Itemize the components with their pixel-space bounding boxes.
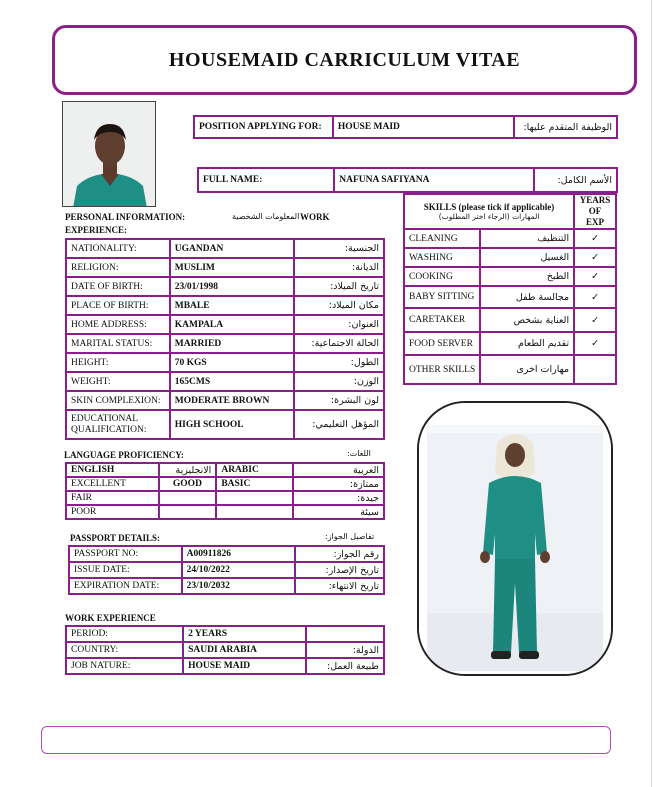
skill-row xyxy=(404,229,616,248)
lang-arabic-level: BASIC xyxy=(216,477,293,491)
personal-row-value: 23/01/1998 xyxy=(170,277,294,296)
lang-level-ar: ممتازة: xyxy=(293,477,384,491)
skill-label: CARETAKER xyxy=(404,308,480,332)
lang-english-ar: الانجليزية xyxy=(159,463,217,477)
personal-row-label-ar: مكان الميلاد: xyxy=(294,296,384,315)
full-body-illustration xyxy=(419,403,611,674)
passport-label-ar: تاريخ الانتهاء: xyxy=(295,578,384,594)
page-title: HOUSEMAID CARRICULUM VITAE xyxy=(168,48,521,71)
personal-row-label: EDUCATIONAL QUALIFICATION: xyxy=(66,410,170,439)
passport-photo-illustration xyxy=(63,102,156,207)
passport-label: ISSUE DATE: xyxy=(69,562,182,578)
work-label-ar: الدولة: xyxy=(306,642,384,658)
language-heading-ar: اللغات: xyxy=(347,449,371,458)
personal-row-value: MODERATE BROWN xyxy=(170,391,294,410)
work-row xyxy=(66,626,384,642)
lang-level-ar: جيدة: xyxy=(293,491,384,505)
skill-tick xyxy=(574,355,616,384)
personal-row-label-ar: الوزن: xyxy=(294,372,384,391)
position-value: HOUSE MAID xyxy=(333,116,514,138)
personal-row xyxy=(66,296,384,315)
skill-label: OTHER SKILLS xyxy=(404,355,480,384)
personal-row xyxy=(66,391,384,410)
passport-row xyxy=(69,562,384,578)
lang-english-level: GOOD xyxy=(159,477,217,491)
work-value: 2 YEARS xyxy=(183,626,306,642)
personal-row-label: NATIONALITY: xyxy=(66,239,170,258)
personal-row-label-ar: الجنسية: xyxy=(294,239,384,258)
personal-row xyxy=(66,334,384,353)
skill-label-ar: الطبخ xyxy=(480,267,574,286)
passport-label-ar: تاريخ الإصدار: xyxy=(295,562,384,578)
footer-bar xyxy=(41,726,611,754)
personal-row-label: SKIN COMPLEXION: xyxy=(66,391,170,410)
personal-table xyxy=(65,238,385,440)
page-edge xyxy=(651,0,652,787)
fullname-label-ar: الأسم الكامل: xyxy=(534,168,617,192)
skill-row xyxy=(404,248,616,267)
skill-tick: ✓ xyxy=(574,332,616,355)
personal-row-value: MUSLIM xyxy=(170,258,294,277)
lang-level: EXCELLENT xyxy=(66,477,159,491)
work-label: COUNTRY: xyxy=(66,642,183,658)
personal-heading-line2: EXPERIENCE: xyxy=(65,225,128,235)
skill-label: FOOD SERVER xyxy=(404,332,480,355)
title-box xyxy=(52,25,637,95)
position-table xyxy=(193,115,618,139)
passport-label-ar: رقم الجواز: xyxy=(295,546,384,562)
passport-heading-ar: تفاصيل الجواز: xyxy=(325,532,375,541)
skill-label-ar: التنظيف xyxy=(480,229,574,248)
skills-header: SKILLS (please tick if applicable) xyxy=(423,202,555,212)
work-table xyxy=(65,625,385,675)
personal-row-value: UGANDAN xyxy=(170,239,294,258)
passport-value: A00911826 xyxy=(182,546,296,562)
lang-row xyxy=(66,477,384,491)
personal-row-value: 165CMS xyxy=(170,372,294,391)
lang-row xyxy=(66,491,384,505)
years-header: YEARS OF EXP xyxy=(574,194,616,229)
personal-row xyxy=(66,277,384,296)
personal-row-label-ar: الطول: xyxy=(294,353,384,372)
personal-row-value: 70 KGS xyxy=(170,353,294,372)
work-label: JOB NATURE: xyxy=(66,658,183,674)
personal-heading: PERSONAL INFORMATION: xyxy=(65,212,186,222)
fullname-value: NAFUNA SAFIYANA xyxy=(334,168,534,192)
work-label: PERIOD: xyxy=(66,626,183,642)
passport-value: 23/10/2032 xyxy=(182,578,296,594)
personal-row xyxy=(66,239,384,258)
personal-row-label: DATE OF BIRTH: xyxy=(66,277,170,296)
lang-arabic: ARABIC xyxy=(216,463,293,477)
skill-row xyxy=(404,332,616,355)
skill-label-ar: مجالسة طفل xyxy=(480,286,574,308)
passport-label: EXPIRATION DATE: xyxy=(69,578,182,594)
work-row xyxy=(66,658,384,674)
skill-tick: ✓ xyxy=(574,267,616,286)
position-label-ar: الوظيفة المتقدم عليها: xyxy=(514,116,617,138)
language-heading: LANGUAGE PROFICIENCY: xyxy=(64,450,184,460)
skill-tick: ✓ xyxy=(574,308,616,332)
personal-row-value: MARRIED xyxy=(170,334,294,353)
skill-label-ar: العناية بشخص xyxy=(480,308,574,332)
work-label-ar: طبيعة العمل: xyxy=(306,658,384,674)
lang-english: ENGLISH xyxy=(66,463,159,477)
personal-row-value: MBALE xyxy=(170,296,294,315)
skill-label: CLEANING xyxy=(404,229,480,248)
skills-header-ar: المهارات (الرجاء اختر المطلوب) xyxy=(438,212,540,221)
skill-tick: ✓ xyxy=(574,286,616,308)
skills-header-cell xyxy=(404,194,574,229)
skill-row xyxy=(404,267,616,286)
passport-photo xyxy=(62,101,156,207)
work-label-ar xyxy=(306,626,384,642)
work-value: SAUDI ARABIA xyxy=(183,642,306,658)
lang-arabic-ar: العربية xyxy=(293,463,384,477)
personal-heading-ar: المعلومات الشخصية xyxy=(232,212,300,221)
passport-table xyxy=(68,545,385,595)
personal-row-label-ar: العنوان: xyxy=(294,315,384,334)
personal-row xyxy=(66,410,384,439)
personal-row xyxy=(66,315,384,334)
skill-label: WASHING xyxy=(404,248,480,267)
lang-english-level xyxy=(159,505,217,519)
lang-level: FAIR xyxy=(66,491,159,505)
skill-label-ar: تقديم الطعام xyxy=(480,332,574,355)
passport-label: PASSPORT NO: xyxy=(69,546,182,562)
passport-row xyxy=(69,578,384,594)
full-body-photo xyxy=(417,401,613,676)
position-label: POSITION APPLYING FOR: xyxy=(194,116,333,138)
work-row xyxy=(66,642,384,658)
personal-row-label: MARITAL STATUS: xyxy=(66,334,170,353)
work-heading: WORK EXPERIENCE xyxy=(65,613,156,623)
skill-label: COOKING xyxy=(404,267,480,286)
skill-tick: ✓ xyxy=(574,229,616,248)
lang-arabic-level xyxy=(216,505,293,519)
personal-row-label-ar: الحالة الاجتماعية: xyxy=(294,334,384,353)
lang-row xyxy=(66,505,384,519)
lang-level: POOR xyxy=(66,505,159,519)
language-table xyxy=(65,462,385,520)
skill-row xyxy=(404,355,616,384)
skills-table xyxy=(403,193,617,385)
skill-label: BABY SITTING xyxy=(404,286,480,308)
personal-row xyxy=(66,258,384,277)
personal-row-label-ar: المؤهل التعليمي: xyxy=(294,410,384,439)
personal-row-value: HIGH SCHOOL xyxy=(170,410,294,439)
personal-row-label: HEIGHT: xyxy=(66,353,170,372)
lang-english-level xyxy=(159,491,217,505)
personal-row-label-ar: لون البشرة: xyxy=(294,391,384,410)
personal-row-label-ar: الديانة: xyxy=(294,258,384,277)
skill-label-ar: الغسيل xyxy=(480,248,574,267)
personal-row-label: HOME ADDRESS: xyxy=(66,315,170,334)
passport-row xyxy=(69,546,384,562)
lang-arabic-level xyxy=(216,491,293,505)
personal-heading-tail: WORK xyxy=(300,212,330,222)
passport-heading: PASSPORT DETAILS: xyxy=(70,533,160,543)
personal-row-label: WEIGHT: xyxy=(66,372,170,391)
work-value: HOUSE MAID xyxy=(183,658,306,674)
personal-row-value: KAMPALA xyxy=(170,315,294,334)
skill-label-ar: مهارات اخرى xyxy=(480,355,574,384)
personal-row-label-ar: تاريخ الميلاد: xyxy=(294,277,384,296)
lang-level-ar: سيئة xyxy=(293,505,384,519)
personal-row xyxy=(66,372,384,391)
personal-row-label: RELIGION: xyxy=(66,258,170,277)
personal-row-label: PLACE OF BIRTH: xyxy=(66,296,170,315)
personal-row xyxy=(66,353,384,372)
fullname-label: FULL NAME: xyxy=(198,168,334,192)
passport-value: 24/10/2022 xyxy=(182,562,296,578)
skill-tick: ✓ xyxy=(574,248,616,267)
skill-row xyxy=(404,308,616,332)
skill-row xyxy=(404,286,616,308)
fullname-table xyxy=(197,167,618,193)
